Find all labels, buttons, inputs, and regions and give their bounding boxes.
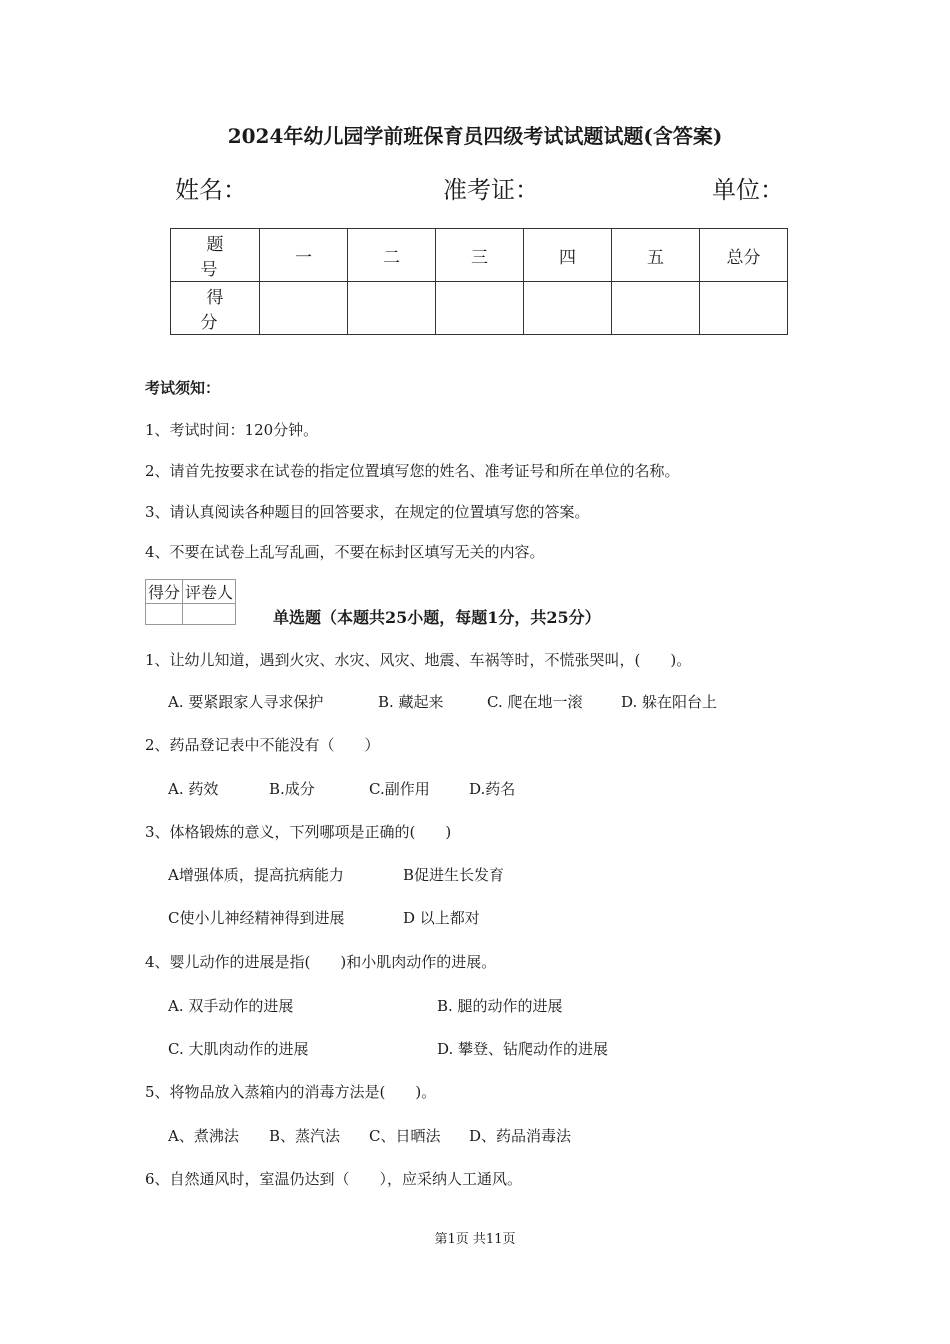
answer-option: C. 爬在地一滚 [487,693,583,711]
notice-item: 1、考试时间：120分钟。 [145,421,319,439]
question-text: 1、让幼儿知道，遇到火灾、水灾、风灾、地震、车祸等时，不慌张哭叫，( )。 [145,651,692,669]
unit-field-label: 单位： [712,176,784,204]
answer-option: D.药名 [469,780,516,798]
grader-score-label: 得分 [146,580,183,604]
answer-option: A. 药效 [168,780,219,798]
answer-option: C使小儿神经精神得到进展 [168,909,345,927]
grader-reviewer-cell [183,604,236,625]
score-table-score-row [171,282,788,335]
score-entry-cell [700,282,788,335]
score-table-cell: 得 分 [171,282,260,335]
score-table-cell: 题 号 [171,229,260,282]
answer-option: C、日晒法 [369,1127,441,1145]
score-table-cell: 二 [348,229,436,282]
answer-option: D 以上都对 [403,909,480,927]
notice-item: 3、请认真阅读各种题目的回答要求，在规定的位置填写您的答案。 [145,503,590,521]
answer-option: A、煮沸法 [168,1127,239,1145]
answer-option: B. 腿的动作的进展 [437,997,563,1015]
score-entry-cell [436,282,524,335]
notice-item: 2、请首先按要求在试卷的指定位置填写您的姓名、准考证号和所在单位的名称。 [145,462,680,480]
question-text: 5、将物品放入蒸箱内的消毒方法是( )。 [145,1083,437,1101]
notice-item: 4、不要在试卷上乱写乱画，不要在标封区填写无关的内容。 [145,543,545,561]
question-text: 3、体格锻炼的意义，下列哪项是正确的( ) [145,823,452,841]
score-entry-cell [260,282,348,335]
question-text: 2、药品登记表中不能没有（ ） [145,736,380,754]
score-entry-cell [612,282,700,335]
question-text: 4、婴儿动作的进展是指( )和小肌肉动作的进展。 [145,953,497,971]
score-table-header-row [171,229,788,282]
notice-heading: 考试须知： [145,379,221,397]
question-text: 6、自然通风时，室温仍达到（ ），应采纳人工通风。 [145,1170,523,1188]
score-table-cell: 四 [524,229,612,282]
score-table-cell: 总分 [700,229,788,282]
answer-option: C. 大肌肉动作的进展 [168,1040,309,1058]
grader-box [145,579,236,625]
answer-option: C.副作用 [369,780,430,798]
answer-option: B.成分 [269,780,315,798]
exam-number-field-label: 准考证： [443,176,539,204]
score-table-cell: 一 [260,229,348,282]
answer-option: B促进生长发育 [403,866,505,884]
name-field-label: 姓名： [175,176,247,204]
score-entry-cell [524,282,612,335]
answer-option: D、药品消毒法 [469,1127,572,1145]
grader-reviewer-label: 评卷人 [183,580,236,604]
score-table-cell: 三 [436,229,524,282]
answer-option: A. 要紧跟家人寻求保护 [168,693,324,711]
score-entry-cell [348,282,436,335]
grader-score-cell [146,604,183,625]
answer-option: A. 双手动作的进展 [168,997,294,1015]
answer-option: D. 躲在阳台上 [621,693,718,711]
document-title: 2024年幼儿园学前班保育员四级考试试题试题(含答案) [227,124,723,148]
page-footer: 第1页 共11页 [434,1232,516,1247]
score-table-cell: 五 [612,229,700,282]
score-table [170,228,788,335]
answer-option: A增强体质，提高抗病能力 [168,866,344,884]
section-title: 单选题（本题共25小题，每题1分，共25分） [273,608,601,627]
answer-option: B. 藏起来 [378,693,444,711]
answer-option: D. 攀登、钻爬动作的进展 [437,1040,609,1058]
answer-option: B、蒸汽法 [269,1127,341,1145]
